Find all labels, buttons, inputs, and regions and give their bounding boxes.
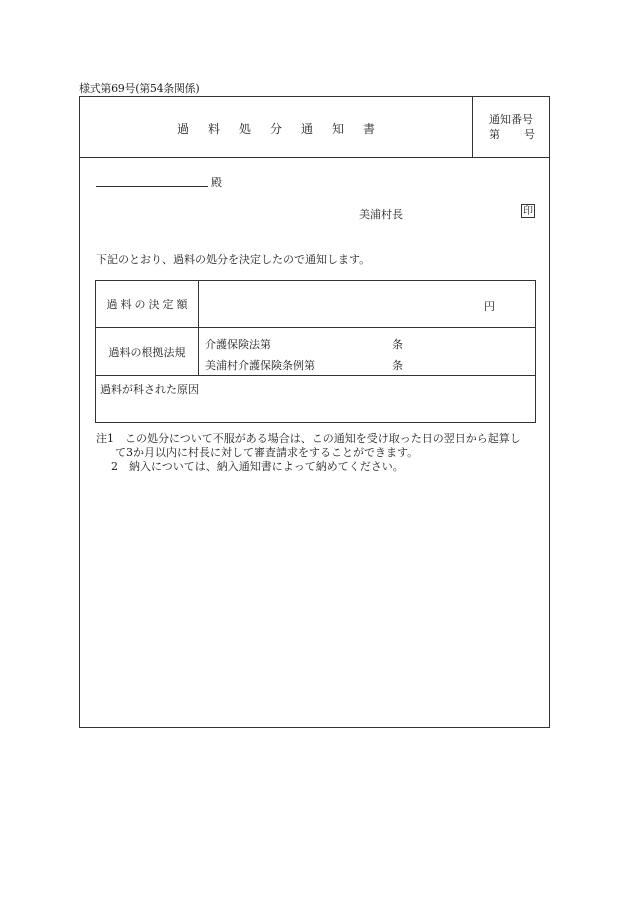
details-table <box>95 280 536 423</box>
notice-form <box>79 96 550 728</box>
legal-basis-label: 過料の根拠法規 <box>96 328 199 375</box>
issuer-name: 美浦村長 <box>359 208 403 221</box>
note-1: 注1 この処分について不服がある場合は、この通知を受け取った日の翌日から起算し <box>96 432 521 445</box>
cause-label: 過料が科された原因 <box>100 383 199 396</box>
notice-number-field <box>489 126 535 142</box>
addressee-name-line <box>96 186 208 187</box>
note-1-continued: て3か月以内に村長に対して審査請求をすることができます。 <box>115 446 419 459</box>
form-number: 様式第69号(第54条関係) <box>79 82 200 95</box>
note-2: 2 納入については、納入通知書によって納めてください。 <box>111 460 404 473</box>
amount-row <box>96 281 535 328</box>
seal-mark: 印 <box>523 206 533 217</box>
cause-row <box>96 376 535 423</box>
notice-number-go: 号 <box>524 128 535 141</box>
law-2: 美浦村介護保険条例第 <box>205 359 315 372</box>
notice-number-box <box>472 97 550 157</box>
intro-text: 下記のとおり、過料の処分を決定したので通知します。 <box>96 253 371 266</box>
legal-basis-row <box>96 328 535 376</box>
amount-label: 過料の決定額 <box>96 281 199 327</box>
notice-number-dai: 第 <box>489 128 500 141</box>
law-1-unit: 条 <box>392 338 403 351</box>
law-2-unit: 条 <box>392 359 403 372</box>
header-row <box>80 97 549 158</box>
document-title: 過料処分通知書 <box>176 122 394 136</box>
amount-unit: 円 <box>484 300 495 313</box>
addressee-honorific: 殿 <box>211 176 222 189</box>
law-1: 介護保険法第 <box>205 338 271 351</box>
notice-number-label: 通知番号 <box>489 113 533 126</box>
